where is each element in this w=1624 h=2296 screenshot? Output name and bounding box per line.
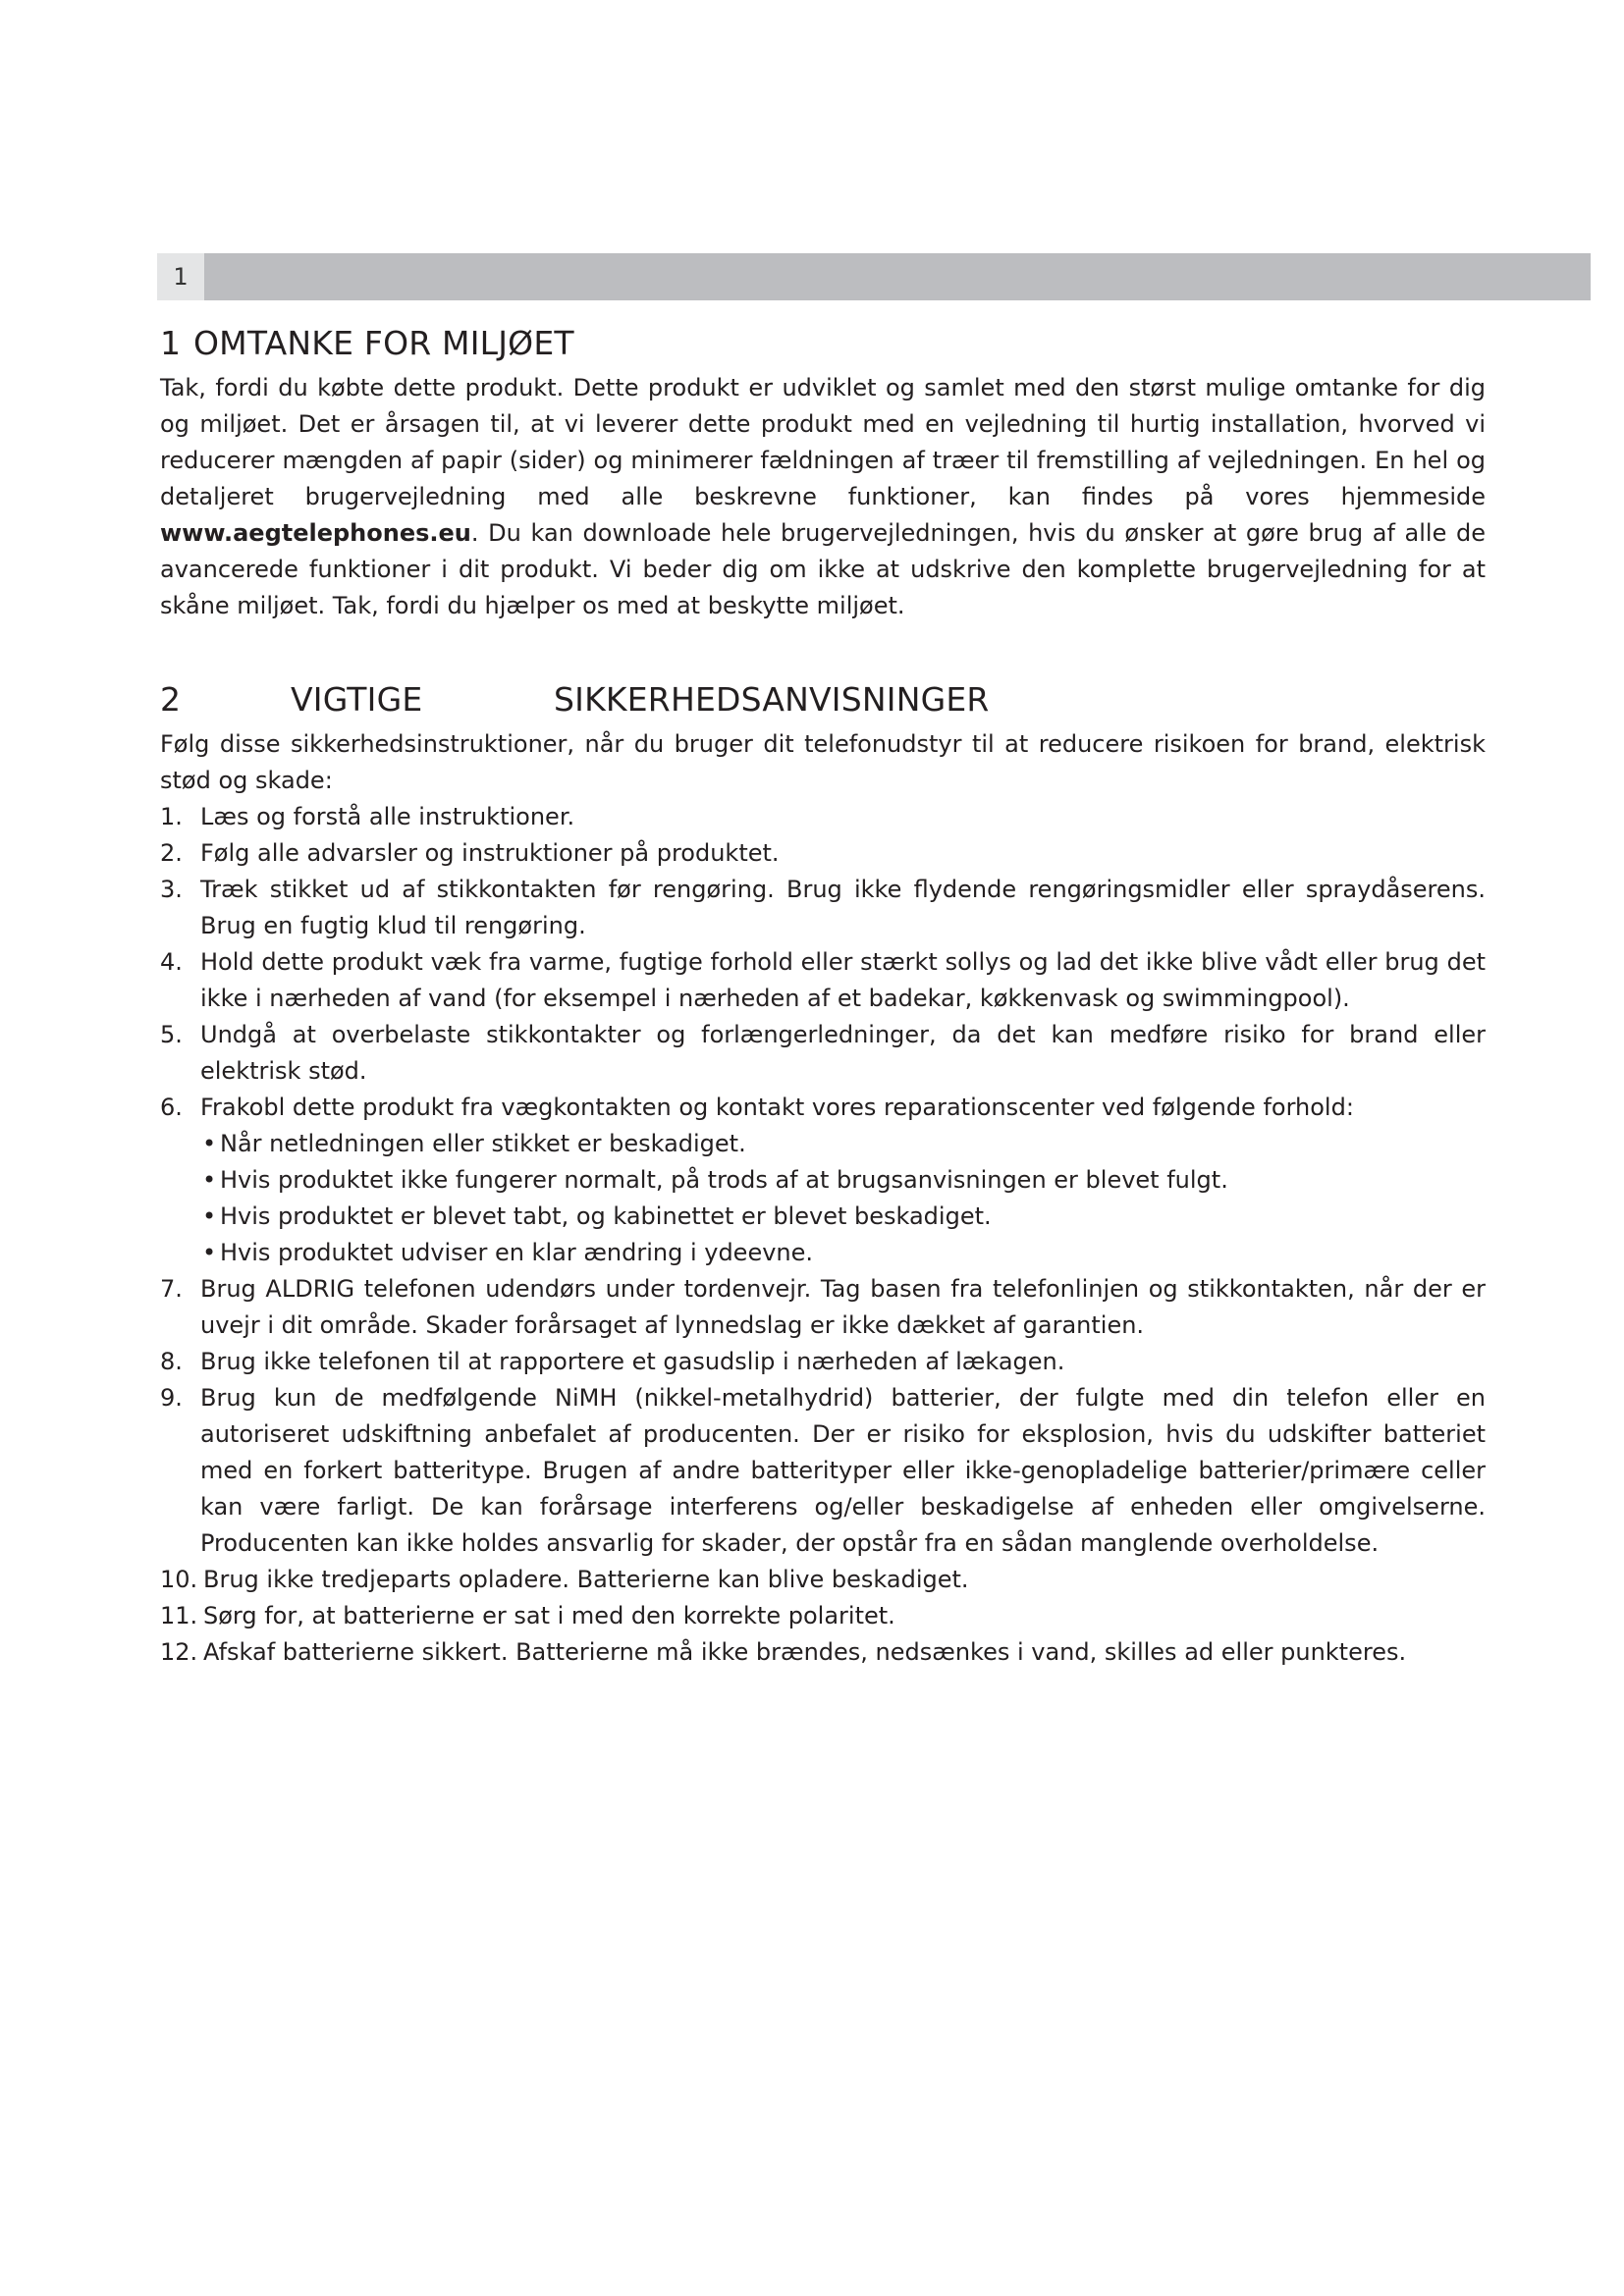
section-2-title-word2: SIKKERHEDSANVISNINGER [554,680,990,719]
section-1-heading [160,319,1486,368]
bullet-item [200,1126,1486,1162]
section-1-title: OMTANKE FOR MILJØET [193,324,574,362]
section-1-paragraph [160,370,1486,624]
section-1-text-before-link: Tak, fordi du købte dette produkt. Dette produkt er udviklet og samlet med den størst mulige omtanke for dig og miljøet. Det er årsagen til, at vi leverer dette produkt med en vejledning til hurtig installation, hvorved vi reducerer mængden af papir (sider) og minimerer fældningen af træer til fremstilling af vejledningen. En hel og detaljeret brugervejledning med alle beskrevne funktioner, kan findes på vores hjemmeside [160,374,1486,510]
page-number: 1 [157,253,204,300]
list-item [160,1562,1486,1598]
section-1-text-after-link: . Du kan downloade hele brugervejledningen, hvis du ønsker at gøre brug af alle de avancerede funktioner i dit produkt. Vi beder dig om ikke at udskrive den komplette brugervejledning for at skåne miljøet. Tak, fordi du hjælper os med at beskytte miljøet. [160,519,1486,619]
item-text: Hold dette produkt væk fra varme, fugtige forhold eller stærkt sollys og lad det ikke blive vådt eller brug det ikke i nærheden af vand (for eksempel i nærheden af et badekar, køkkenvask og swimmingpool). [200,948,1486,1012]
section-2-intro: Følg disse sikkerhedsinstruktioner, når du bruger dit telefonudstyr til at reducere risikoen for brand, elektrisk stød og skade: [160,730,1486,794]
list-item [160,872,1486,944]
bullet-text: Hvis produktet ikke fungerer normalt, på trods af at brugsanvisningen er blevet fulgt. [220,1166,1228,1194]
item-number: 9. [160,1384,183,1412]
safety-instructions-list [160,799,1486,1671]
section-1-number: 1 [160,324,182,362]
item-text: Brug kun de medfølgende NiMH (nikkel-metalhydrid) batterier, der fulgte med din telefon eller en autoriseret udskiftning anbefalet af producenten. Der er risiko for eksplosion, hvis du udskifter batteriet med en forkert batteritype. Brugen af andre batterityper eller ikke-genopladelige batterier/primære celler kan være farligt. De kan forårsage interferens og/eller beskadigelse af enheden eller omgivelserne. Producenten kan ikke holdes ansvarlig for skader, der opstår fra en sådan manglende overholdelse. [200,1384,1486,1557]
bullet-text: Hvis produktet er blevet tabt, og kabinettet er blevet beskadiget. [220,1202,992,1230]
item-number: 8. [160,1348,183,1375]
list-item [160,1017,1486,1090]
section-2-number: 2 [160,680,182,719]
item-number: 10. [160,1566,198,1593]
document-body [160,319,1486,1671]
list-item [160,944,1486,1017]
bullet-symbol: • [202,1239,217,1266]
bullet-symbol: • [202,1202,217,1230]
disconnect-conditions-list [200,1126,1486,1271]
list-item [160,1090,1486,1271]
bullet-symbol: • [202,1166,217,1194]
item-text: Brug ikke tredjeparts opladere. Batterierne kan blive beskadiget. [203,1566,969,1593]
item-text: Læs og forstå alle instruktioner. [200,803,575,830]
list-item [160,1634,1486,1671]
item-text: Undgå at overbelaste stikkontakter og forlængerledninger, da det kan medføre risiko for brand eller elektrisk stød. [200,1021,1486,1085]
item-text: Afskaf batterierne sikkert. Batterierne må ikke brændes, nedsænkes i vand, skilles ad eller punkteres. [203,1638,1407,1666]
list-item [160,835,1486,872]
item-text: Brug ikke telefonen til at rapportere et gasudslip i nærheden af lækagen. [200,1348,1065,1375]
bullet-item [200,1235,1486,1271]
item-number: 11. [160,1602,198,1629]
bullet-text: Hvis produktet udviser en klar ændring i ydeevne. [220,1239,814,1266]
website-link[interactable]: www.aegtelephones.eu [160,519,471,547]
item-number: 4. [160,948,183,976]
item-number: 6. [160,1094,183,1121]
bullet-item [200,1199,1486,1235]
list-item [160,1380,1486,1562]
bullet-text: Når netledningen eller stikket er beskadiget. [220,1130,746,1157]
list-item [160,799,1486,835]
item-text: Frakobl dette produkt fra vægkontakten og kontakt vores reparationscenter ved følgende forhold: [200,1094,1354,1121]
item-text: Træk stikket ud af stikkontakten før rengøring. Brug ikke flydende rengøringsmidler eller spraydåserens. Brug en fugtig klud til rengøring. [200,876,1486,939]
item-text: Sørg for, at batterierne er sat i med den korrekte polaritet. [203,1602,895,1629]
list-item [160,1598,1486,1634]
item-number: 3. [160,876,183,903]
bullet-symbol: • [202,1130,217,1157]
item-number: 2. [160,839,183,867]
list-item [160,1271,1486,1344]
page-header-band [157,253,1591,300]
item-number: 1. [160,803,183,830]
list-item [160,1344,1486,1380]
item-text: Følg alle advarsler og instruktioner på produktet. [200,839,780,867]
item-number: 7. [160,1275,183,1303]
item-number: 5. [160,1021,183,1048]
item-text: Brug ALDRIG telefonen udendørs under tordenvejr. Tag basen fra telefonlinjen og stikkontakten, når der er uvejr i dit område. Skader forårsaget af lynnedslag er ikke dækket af garantien. [200,1275,1486,1339]
section-2-heading [160,675,1486,724]
bullet-item [200,1162,1486,1199]
section-2-title-word1: VIGTIGE [291,680,423,719]
item-number: 12. [160,1638,198,1666]
